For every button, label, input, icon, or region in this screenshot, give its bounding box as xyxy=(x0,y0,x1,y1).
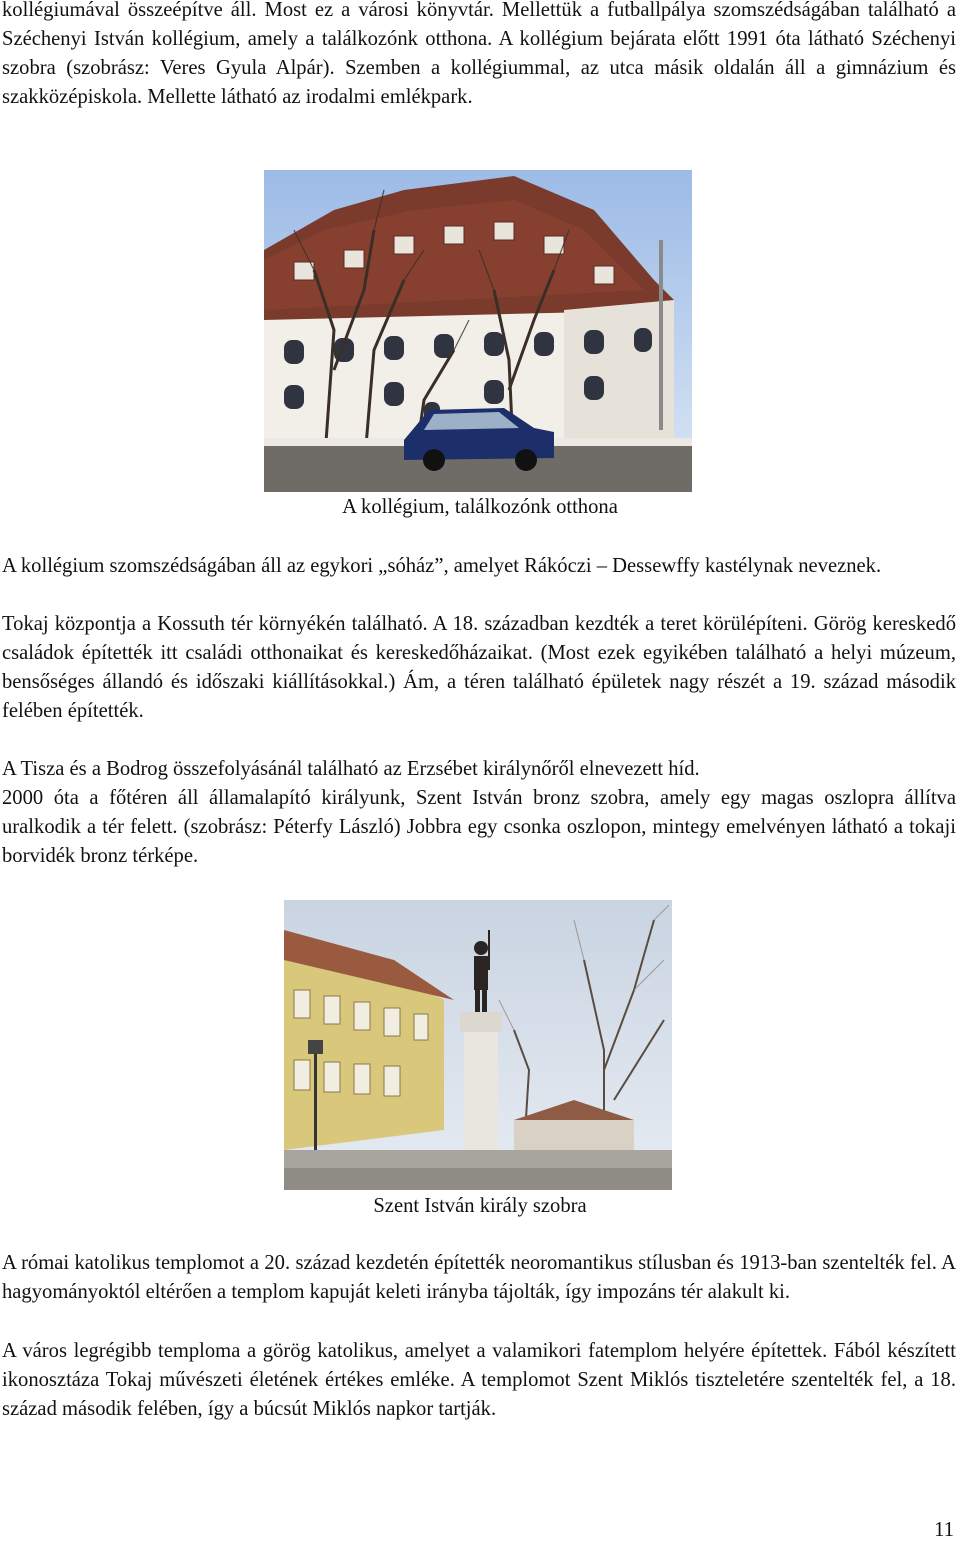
kollegium-building-image xyxy=(264,170,692,492)
szent-istvan-statue-image xyxy=(284,900,672,1190)
paragraph-kossuth: Tokaj központja a Kossuth tér környékén található. A 18. században kezdték a teret körülépíteni. Görög kereskedő családok építették itt családi otthonaikat és kereskedőházaikat. (Most ezek egyikében található a helyi múzeum, bensőséges állandó és időszaki kiállításokkal.) Ám, a téren található épületek nagy részét a 19. század második felében építették. xyxy=(2,613,956,722)
photo-szent-istvan-szobor xyxy=(284,900,672,1190)
photo-kollegium xyxy=(264,170,692,492)
paragraph-sohaz: A kollégium szomszédságában áll az egykori „sóház”, amelyet Rákóczi – Dessewffy kastélynak neveznek. xyxy=(2,555,882,577)
page-number: 11 xyxy=(934,1519,954,1541)
paragraph-templom: A római katolikus templomot a 20. század kezdetén építették neoromantikus stílusban és 1913-ban szentelték fel. A hagyományoktól eltérően a templom kapuját keleti irányba tájolták, így impozáns tér alakult ki. xyxy=(2,1252,956,1303)
paragraph-szobor: 2000 óta a főtéren áll államalapító királyunk, Szent István bronz szobra, amely egy magas oszlopra állítva uralkodik a tér felett. (szobrász: Péterfy László) Jobbra egy csonka oszlopon, mintegy emelvényen látható a tokaji borvidék bronz térképe. xyxy=(2,787,956,867)
paragraph-hid: A Tisza és a Bodrog összefolyásánál található az Erzsébet királynőről elnevezett híd. xyxy=(2,758,700,780)
paragraph-gorog: A város legrégibb temploma a görög katolikus, amelyet a valamikori fatemplom helyére építettek. Fából készített ikonosztáza Tokaj művészeti életének értékes emléke. A templomot Szent Miklós tiszteletére szentelték fel, a 18. század második felében, így a búcsút Miklós napkor tartják. xyxy=(2,1340,956,1420)
caption-szobor: Szent István király szobra xyxy=(373,1195,587,1217)
paragraph-intro: kollégiumával összeépítve áll. Most ez a városi könyvtár. Mellettük a futballpálya szomszédságában található a Széchenyi István kollégium, amely a találkozónk otthona. A kollégium bejárata előtt 1991 óta látható Széchenyi szobra (szobrász: Veres Gyula Alpár). Szemben a kollégiummal, az utca másik oldalán áll a gimnázium és szakközépiskola. Mellette látható az irodalmi emlékpark. xyxy=(2,0,956,108)
caption-kollegium: A kollégium, találkozónk otthona xyxy=(342,496,618,518)
